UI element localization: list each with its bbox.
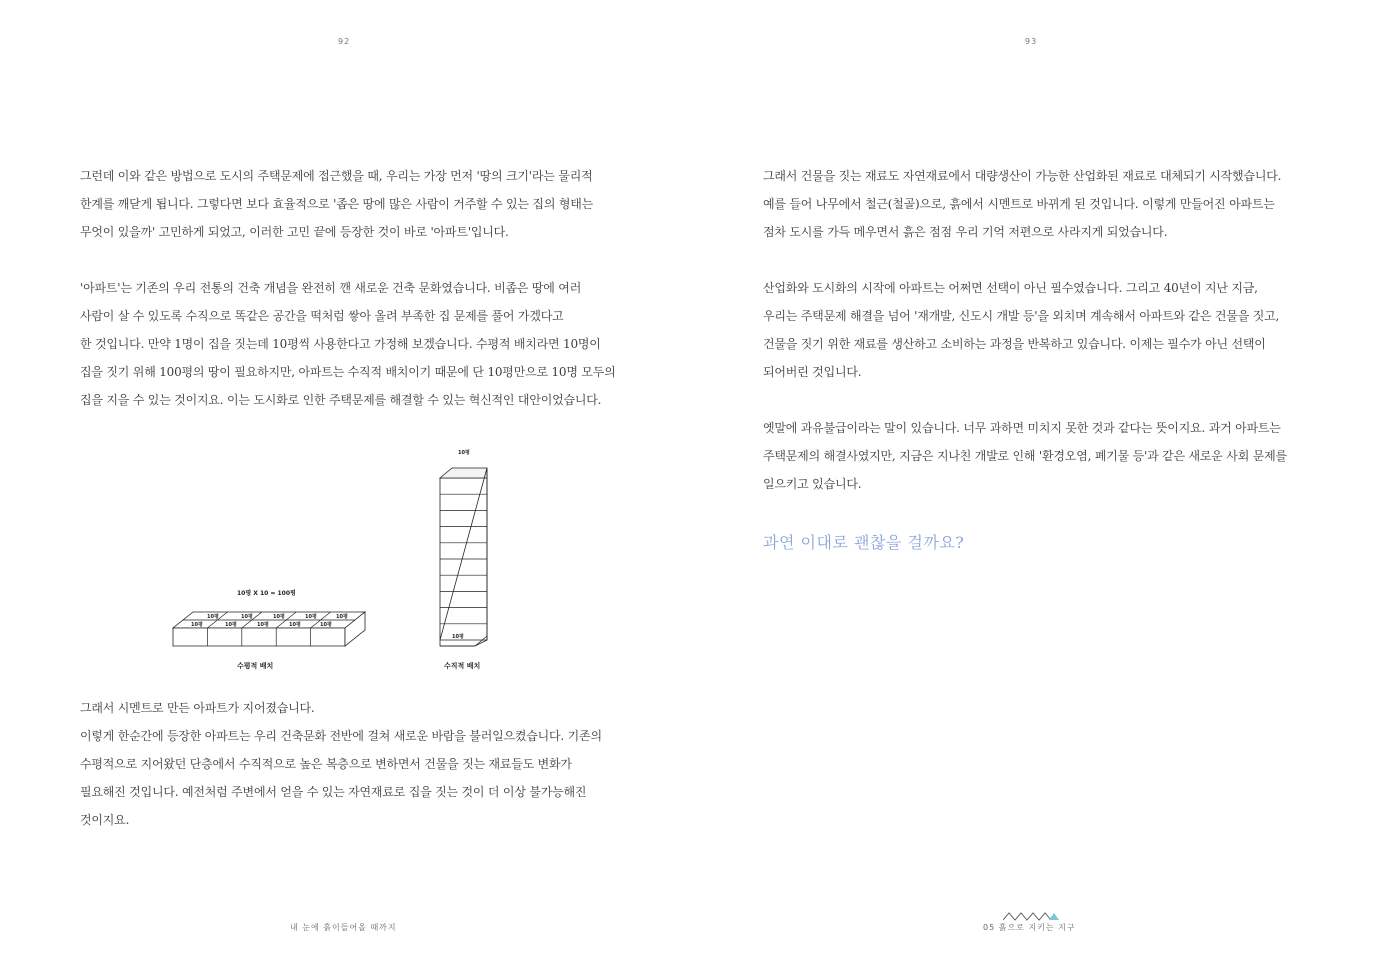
vertical-caption: 수직적 배치: [444, 662, 481, 670]
paragraph-1: [80, 162, 610, 246]
tower-top-label: 10평: [458, 450, 470, 456]
text-line: 우리는 주택문제 해결을 넘어 '재개발, 신도시 개발 등'을 외치며 계속해서 아파트와 같은 건물을 짓고,: [763, 309, 1280, 323]
text-line: 예를 들어 나무에서 철근(철골)으로, 흙에서 시멘트로 바뀌게 된 것입니다. 이렇게 만들어진 아파트는: [763, 197, 1275, 211]
text-line: 산업화와 도시화의 시작에 아파트는 어쩌면 선택이 아닌 필수였습니다. 그리고 40년이 지난 지금,: [763, 281, 1258, 295]
paragraph-3: [80, 694, 610, 834]
housing-layout-diagram: [165, 440, 505, 680]
paragraph-2: [80, 274, 616, 414]
text-line: 사람이 살 수 있도록 수직으로 똑같은 공간을 떡처럼 쌓아 올려 부족한 집 문제를 풀어 가겠다고: [80, 309, 564, 323]
unit-label: 10평: [257, 622, 269, 628]
unit-label: 10평: [207, 614, 219, 620]
text-line: 일으키고 있습니다.: [763, 477, 862, 491]
right-page: [687, 0, 1375, 971]
page-number: 92: [338, 37, 351, 46]
horizontal-caption: 수평적 배치: [237, 662, 274, 670]
mountains-icon: [1003, 911, 1059, 921]
left-page: [0, 0, 687, 971]
text-line: 그런데 이와 같은 방법으로 도시의 주택문제에 접근했을 때, 우리는 가장 먼저 '땅의 크기'라는 물리적: [80, 169, 593, 183]
unit-label: 10평: [273, 614, 285, 620]
text-line: 필요해진 것입니다. 예전처럼 주변에서 얻을 수 있는 자연재료로 집을 짓는 것이 더 이상 불가능해진: [80, 785, 587, 799]
text-line: 집을 지을 수 있는 것이지요. 이는 도시화로 인한 주택문제를 해결할 수 있는 혁신적인 대안이었습니다.: [80, 393, 602, 407]
text-line: 수평적으로 지어왔던 단층에서 수직적으로 높은 복층으로 변하면서 건물을 짓는 재료들도 변화가: [80, 757, 572, 771]
text-line: 무엇이 있을까' 고민하게 되었고, 이러한 고민 끝에 등장한 것이 바로 '아파트'입니다.: [80, 225, 509, 239]
unit-label: 10평: [241, 614, 253, 620]
text-line: 것이지요.: [80, 813, 130, 827]
paragraph-1: [763, 162, 1293, 246]
text-line: 주택문제의 해결사였지만, 지금은 지나친 개발로 인해 '환경오염, 폐기물 등'과 같은 새로운 사회 문제를: [763, 449, 1287, 463]
text-line: 그래서 건물을 짓는 재료도 자연재료에서 대량생산이 가능한 산업화된 재료로 대체되기 시작했습니다.: [763, 169, 1282, 183]
unit-label: 10평: [336, 614, 348, 620]
paragraph-2: [763, 274, 1293, 386]
paragraph-3: [763, 414, 1293, 498]
text-line: 집을 짓기 위해 100평의 땅이 필요하지만, 아파트는 수직적 배치이기 때문에 단 10평만으로 10명 모두의: [80, 365, 616, 379]
text-line: 한계를 깨닫게 됩니다. 그렇다면 보다 효율적으로 '좁은 땅에 많은 사람이 거주할 수 있는 집의 형태는: [80, 197, 593, 211]
page-number: 93: [1025, 37, 1038, 46]
text-line: 되어버린 것입니다.: [763, 365, 862, 379]
text-line: 이렇게 한순간에 등장한 아파트는 우리 건축문화 전반에 걸쳐 새로운 바람을 불러일으켰습니다. 기존의: [80, 729, 602, 743]
tower-bottom-label: 10평: [452, 634, 464, 640]
text-line: 한 것입니다. 만약 1명이 집을 짓는데 10평씩 사용한다고 가정해 보겠습니다. 수평적 배치라면 10명이: [80, 337, 601, 351]
horizontal-formula: 10평 X 10 = 100평: [237, 590, 296, 597]
footer-book-title: 내 눈에 흙이들어올 때까지: [290, 923, 397, 932]
unit-label: 10평: [320, 622, 332, 628]
footer-chapter-title: 05 흙으로 지키는 지구: [983, 923, 1076, 932]
unit-label: 10평: [305, 614, 317, 620]
highlight-question: 과연 이대로 괜찮을 걸까요?: [763, 533, 965, 552]
text-line: 그래서 시멘트로 만든 아파트가 지어졌습니다.: [80, 701, 315, 715]
text-line: 옛말에 과유불급이라는 말이 있습니다. 너무 과하면 미치지 못한 것과 같다는 뜻이지요. 과거 아파트는: [763, 421, 1281, 435]
unit-label: 10평: [225, 622, 237, 628]
unit-label: 10평: [191, 622, 203, 628]
text-line: '아파트'는 기존의 우리 전통의 건축 개념을 완전히 깬 새로운 건축 문화였습니다. 비좁은 땅에 여러: [80, 281, 582, 295]
text-line: 점차 도시를 가득 메우면서 흙은 점점 우리 기억 저편으로 사라지게 되었습니다.: [763, 225, 1168, 239]
vertical-tower: [440, 468, 487, 646]
text-line: 건물을 짓기 위한 재료를 생산하고 소비하는 과정을 반복하고 있습니다. 이제는 필수가 아닌 선택이: [763, 337, 1266, 351]
unit-label: 10평: [289, 622, 301, 628]
